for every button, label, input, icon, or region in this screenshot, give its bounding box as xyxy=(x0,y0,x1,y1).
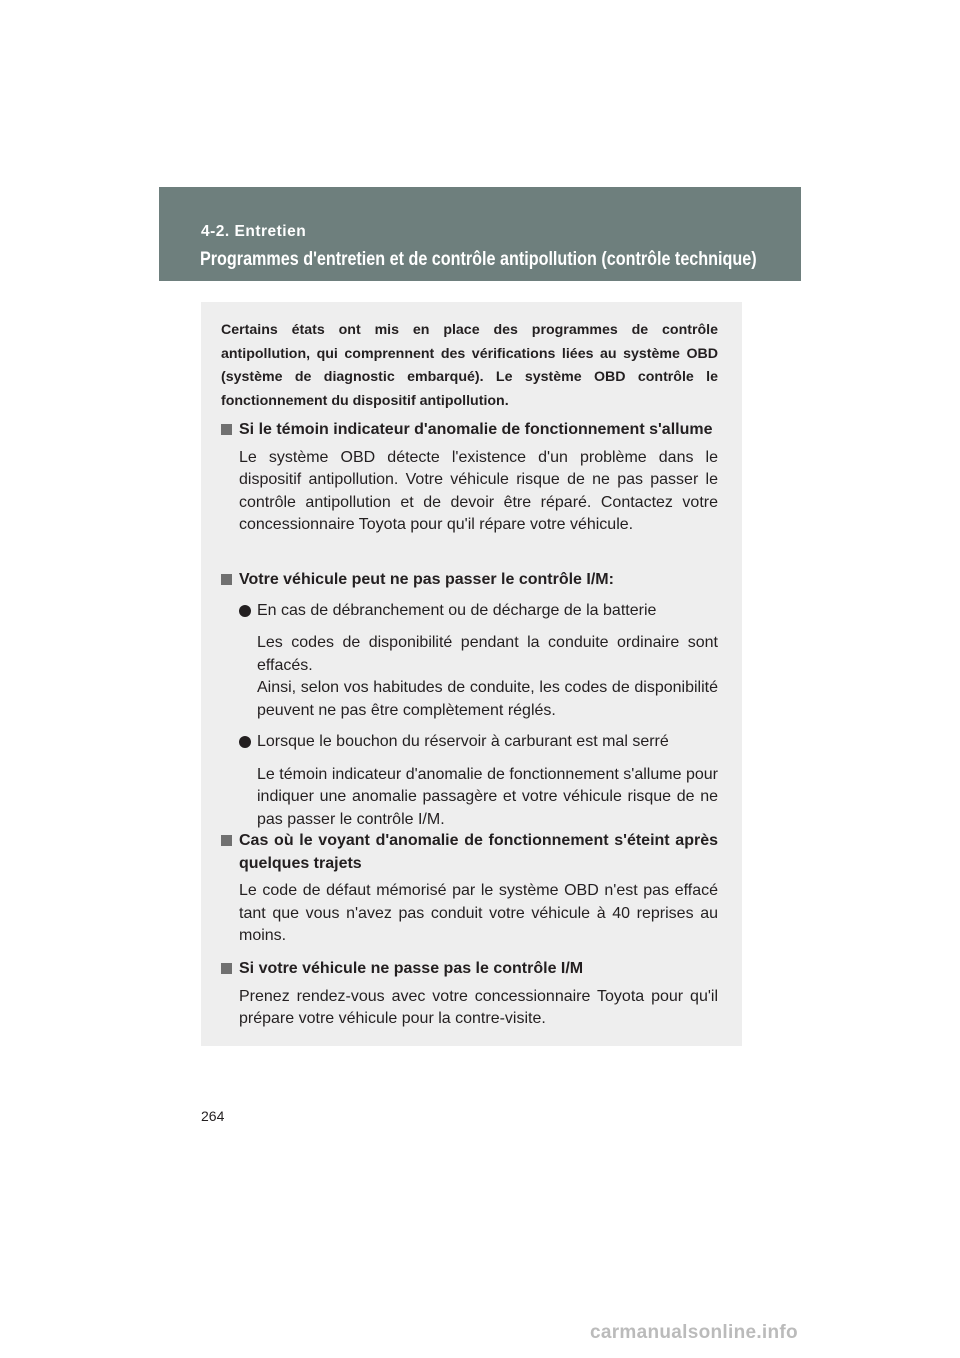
section-body: Le système OBD détecte l'existence d'un problème dans le dispositif antipollution. Votre véhicule risque de ne pas passer le contrôle antipollution et de devoir être réparé. Contactez votre concessionnaire Toyota pour qu'il répare votre véhicule. xyxy=(239,448,718,533)
intro-paragraph: Certains états ont mis en place des programmes de contrôle antipollution, qui comprennent des vérifications liées au système OBD (système de diagnostic embarqué). Le système OBD contrôle le fonctionnement du dispositif antipollution. xyxy=(221,322,718,409)
section-light-goes-out xyxy=(221,830,718,948)
section-label: 4-2. Entretien xyxy=(201,223,307,240)
square-bullet-icon xyxy=(221,574,232,585)
bullet-item: Lorsque le bouchon du réservoir à carburant est mal serré xyxy=(221,731,718,754)
square-bullet-icon xyxy=(221,424,232,435)
square-bullet-icon xyxy=(221,835,232,846)
section-body: Le code de défaut mémorisé par le système OBD n'est pas effacé tant que vous n'avez pas conduit votre véhicule à 40 reprises au moins. xyxy=(239,882,718,944)
section-title: Votre véhicule peut ne pas passer le contrôle I/M: xyxy=(221,569,718,592)
watermark: carmanualsonline.info xyxy=(590,1322,798,1343)
page-title: Programmes d'entretien et de contrôle antipollution (contrôle technique) xyxy=(200,249,757,270)
round-bullet-icon xyxy=(239,605,251,617)
section-body: Prenez rendez-vous avec votre concessionnaire Toyota pour qu'il prépare votre véhicule pour la contre-visite. xyxy=(239,987,718,1027)
section-fails-inspection xyxy=(221,958,718,1031)
bullet-body: Le témoin indicateur d'anomalie de fonctionnement s'allume pour indiquer une anomalie passagère et votre véhicule risque de ne pas passer le contrôle I/M. xyxy=(257,765,718,828)
content-box xyxy=(201,302,742,1046)
header-band xyxy=(159,187,801,281)
section-title: Si votre véhicule ne passe pas le contrôle I/M xyxy=(221,958,718,981)
bullet-body: Les codes de disponibilité pendant la conduite ordinaire sont effacés. xyxy=(257,634,718,674)
section-title: Cas où le voyant d'anomalie de fonctionnement s'éteint après quelques trajets xyxy=(221,830,718,875)
bullet-body: Ainsi, selon vos habitudes de conduite, les codes de disponibilité peuvent ne pas être complètement réglés. xyxy=(257,679,718,719)
round-bullet-icon xyxy=(239,736,251,748)
section-title: Si le témoin indicateur d'anomalie de fonctionnement s'allume xyxy=(221,419,718,442)
bullet-item: En cas de débranchement ou de décharge de la batterie xyxy=(221,600,718,623)
section-malfunction-light-on xyxy=(221,419,718,537)
section-may-fail-inspection xyxy=(221,569,718,831)
square-bullet-icon xyxy=(221,963,232,974)
page-number: 264 xyxy=(201,1108,225,1124)
